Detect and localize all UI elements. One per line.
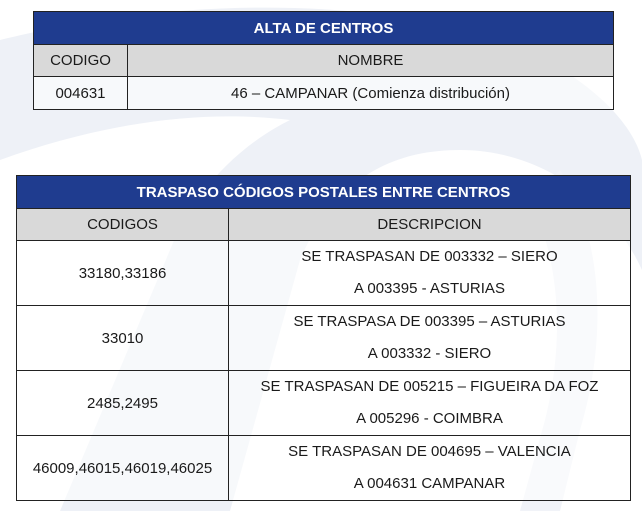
descripcion-line-1: SE TRASPASA DE 003395 – ASTURIAS (293, 313, 566, 330)
descripcion-line-1: SE TRASPASAN DE 004695 – VALENCIA (288, 443, 571, 460)
codigo-cell: 004631 (34, 77, 128, 110)
descripcion-line-1: SE TRASPASAN DE 005215 – FIGUEIRA DA FOZ (260, 378, 599, 395)
table-row (17, 371, 631, 436)
traspaso-table (16, 175, 631, 501)
codigos-cell: 33010 (17, 306, 229, 371)
codigos-cell: 33180,33186 (17, 241, 229, 306)
descripcion-line-2: A 005296 - COIMBRA (356, 410, 503, 427)
alta-centros-table (33, 11, 614, 110)
descripcion-line-2: A 004631 CAMPANAR (353, 475, 506, 492)
header-codigos: CODIGOS (17, 209, 229, 241)
table-row (17, 241, 631, 306)
descripcion-cell (229, 241, 631, 306)
alta-centros-title: ALTA DE CENTROS (34, 12, 614, 45)
traspaso-title: TRASPASO CÓDIGOS POSTALES ENTRE CENTROS (17, 176, 631, 209)
codigos-cell: 2485,2495 (17, 371, 229, 436)
descripcion-line-2: A 003332 - SIERO (367, 345, 492, 362)
nombre-cell: 46 – CAMPANAR (Comienza distribución) (128, 77, 614, 110)
table-row (17, 436, 631, 501)
descripcion-cell (229, 436, 631, 501)
descripcion-cell (229, 306, 631, 371)
header-descripcion: DESCRIPCION (229, 209, 631, 241)
table-row (34, 77, 614, 110)
header-codigo: CODIGO (34, 45, 128, 77)
descripcion-cell (229, 371, 631, 436)
table-row (17, 306, 631, 371)
header-nombre: NOMBRE (128, 45, 614, 77)
descripcion-line-2: A 003395 - ASTURIAS (354, 280, 505, 297)
codigos-cell: 46009,46015,46019,46025 (17, 436, 229, 501)
descripcion-line-1: SE TRASPASAN DE 003332 – SIERO (301, 248, 558, 265)
